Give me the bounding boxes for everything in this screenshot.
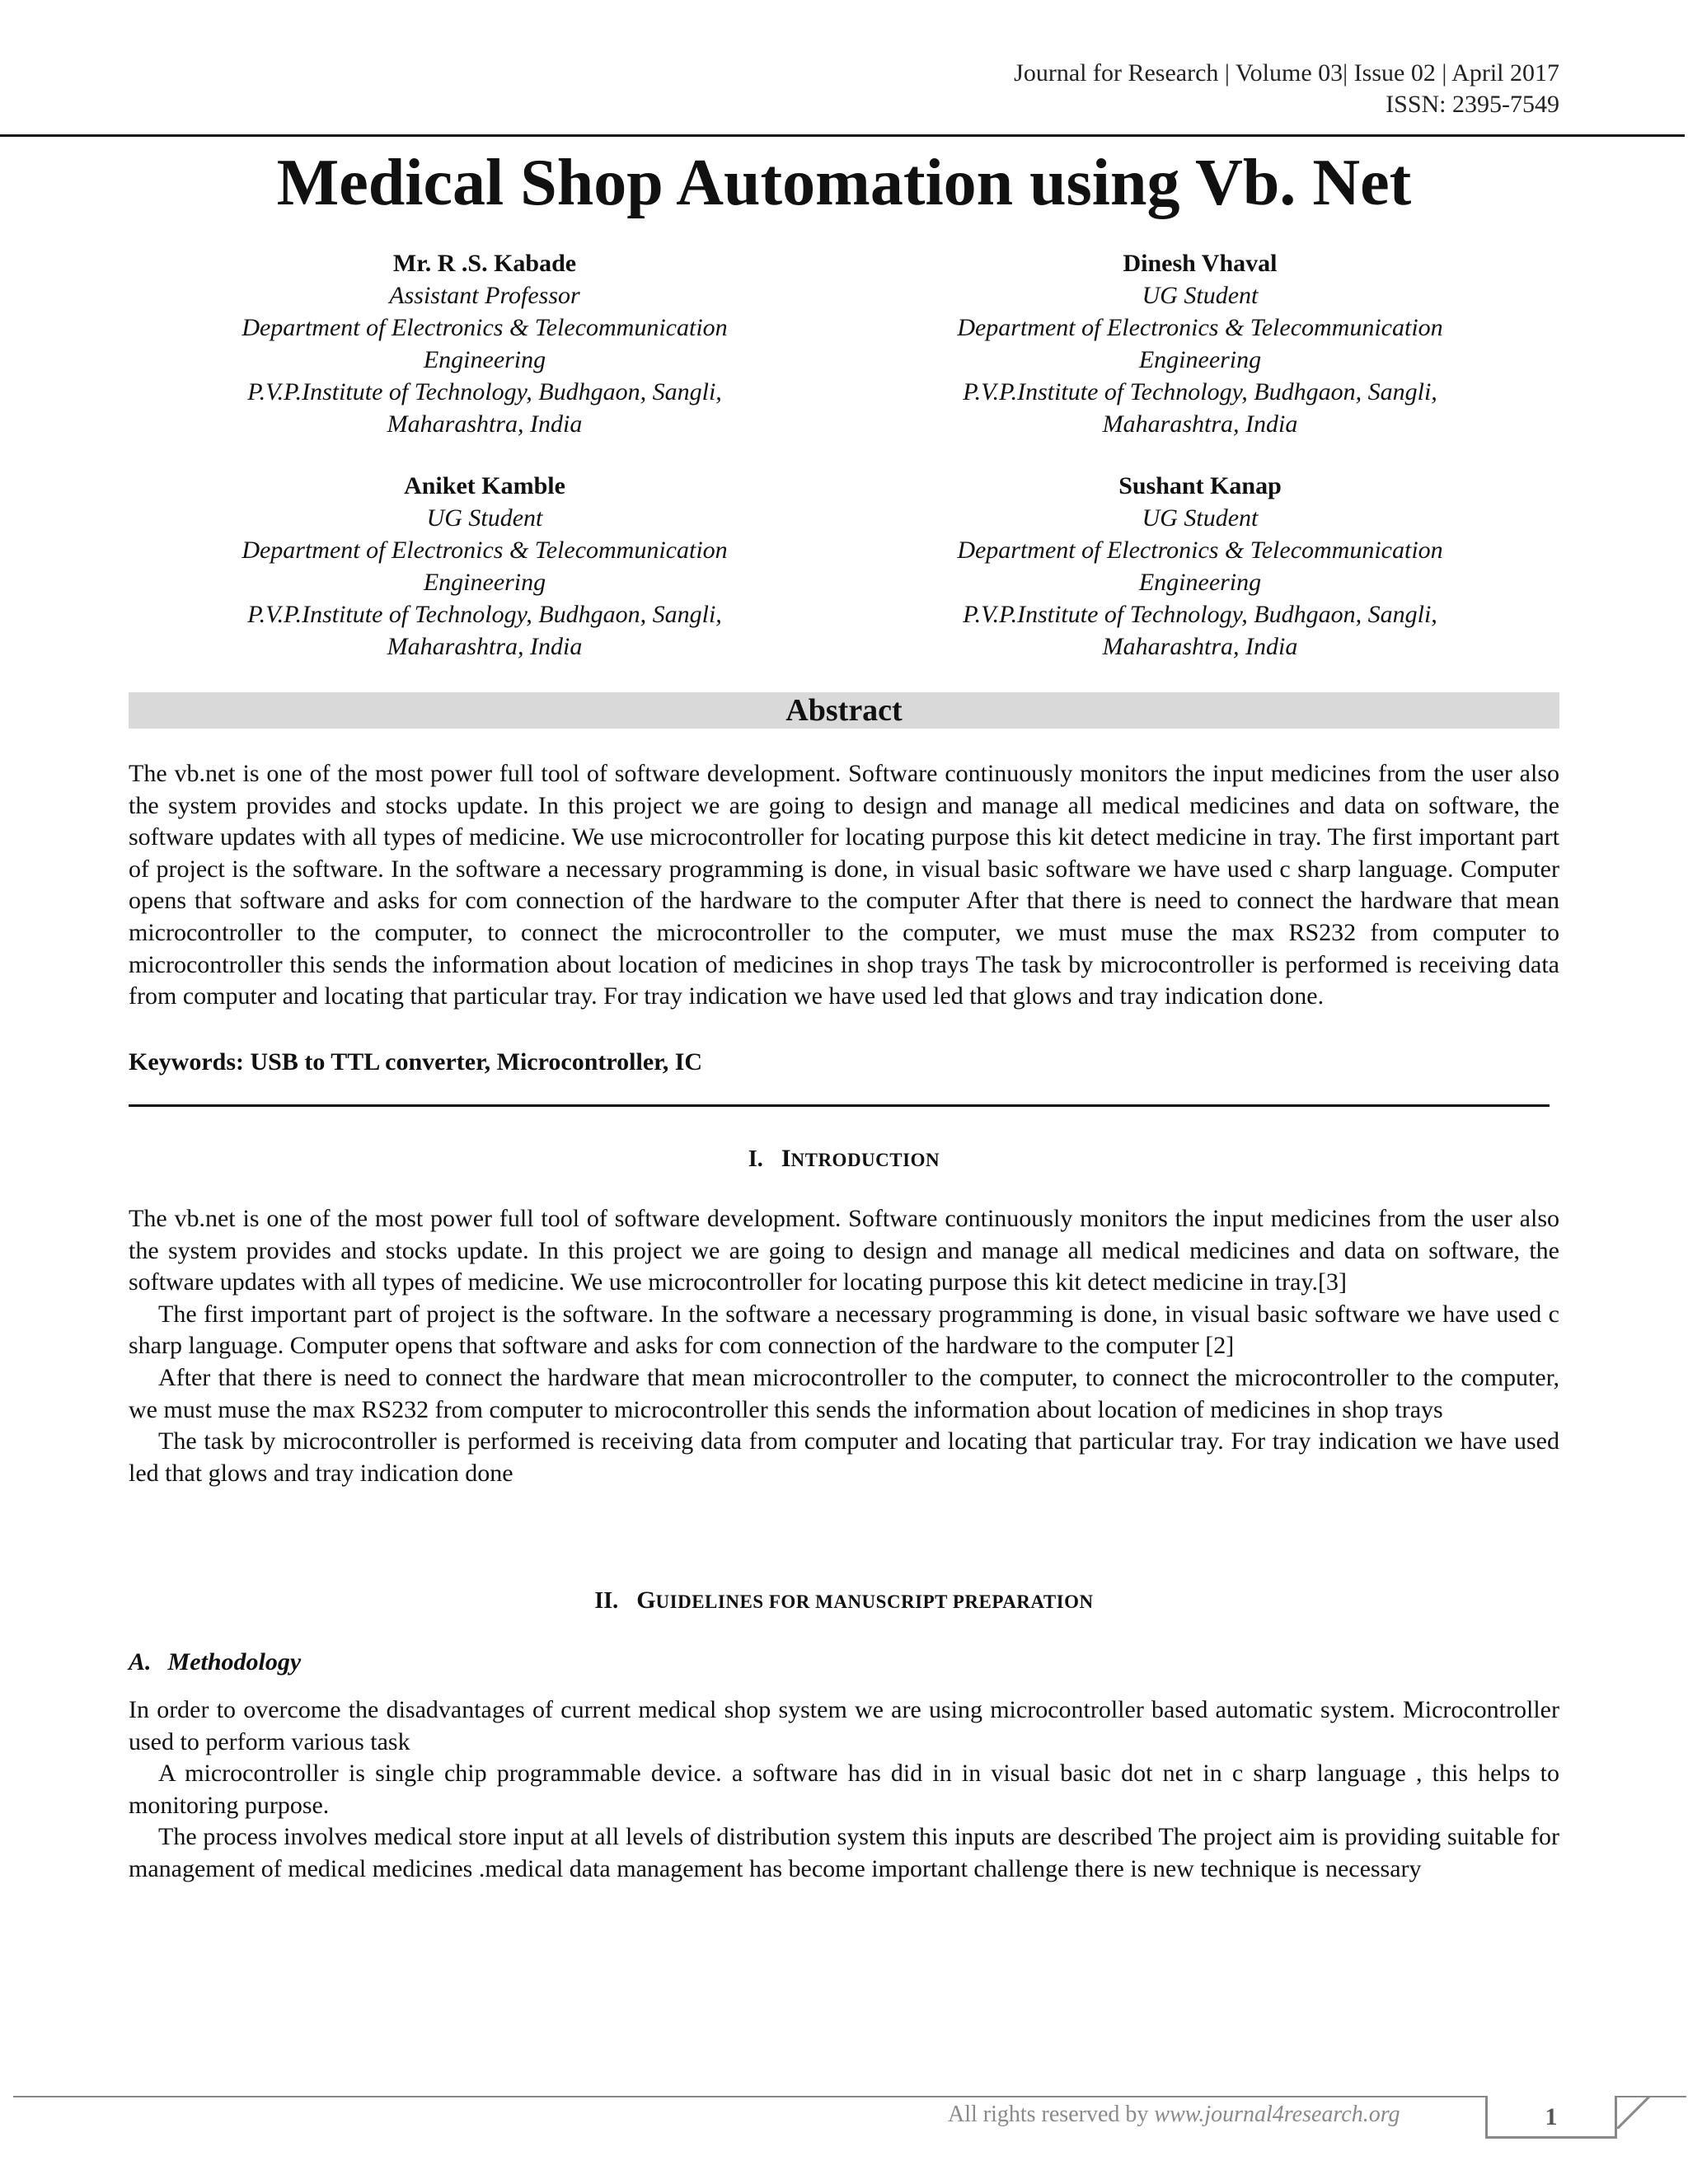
author-institute: P.V.P.Institute of Technology, Budhgaon, Sangli, [963, 601, 1437, 628]
subsection-letter: A. [129, 1648, 152, 1675]
section-title-rest: NTRODUCTION [790, 1150, 940, 1170]
section-number: I. [748, 1146, 763, 1172]
rights-text: All rights reserved by [948, 2102, 1149, 2127]
author-block [171, 247, 798, 440]
subsection-heading-methodology [129, 1647, 301, 1678]
section-number: II. [594, 1588, 619, 1614]
author-role: UG Student [426, 504, 543, 532]
author-location: Maharashtra, India [1102, 633, 1298, 660]
paragraph: The vb.net is one of the most power full tool of software development. Software continuously monitors the input medicines from the user also the system provides and stocks update. In this project we are going to design and manage all medical medicines and data on software, the software updates with all types of medicine. We use microcontroller for locating purpose this kit detect medicine in tray.[3] [129, 1205, 1559, 1296]
section-title-initial: I [781, 1145, 791, 1172]
paragraph: The process involves medical store input at all levels of distribution system this inputs are described The project aim is providing suitable for management of medical medicines .medical data management has become important challenge there is new technique is necessary [129, 1823, 1559, 1882]
author-name: Dinesh Vhaval [1123, 250, 1278, 277]
author-dept: Department of Electronics & Telecommunication [957, 314, 1443, 341]
paragraph: The first important part of project is the software. In the software a necessary programming is done, in visual basic software we have used c sharp language. Computer opens that software and asks for com connection of the hardware to the computer [2] [129, 1300, 1559, 1360]
issn: ISSN: 2395-7549 [1386, 91, 1559, 118]
header-rule [0, 134, 1685, 137]
author-name: Mr. R .S. Kabade [392, 250, 577, 277]
section-heading-introduction [0, 1144, 1688, 1175]
journal-info: Journal for Research | Volume 03| Issue 02 | April 2017 [1014, 59, 1559, 87]
author-location: Maharashtra, India [387, 633, 583, 660]
methodology-body [129, 1694, 1559, 1886]
abstract-body [129, 758, 1559, 1013]
paragraph: In order to overcome the disadvantages of current medical shop system we are using microcontroller based automatic system. Microcontroller used to perform various task [129, 1696, 1559, 1755]
paper-title: Medical Shop Automation using Vb. Net [276, 147, 1412, 219]
author-institute: P.V.P.Institute of Technology, Budhgaon, Sangli, [963, 378, 1437, 405]
subsection-title: Methodology [167, 1648, 302, 1675]
author-institute: P.V.P.Institute of Technology, Budhgaon, Sangli, [247, 601, 722, 628]
author-dept: Department of Electronics & Telecommunication [241, 314, 728, 341]
author-dept: Department of Electronics & Telecommunication [241, 537, 728, 564]
section-separator [129, 1104, 1550, 1107]
author-role: UG Student [1142, 282, 1259, 309]
author-block [887, 470, 1513, 663]
author-role: UG Student [1142, 504, 1259, 532]
footer-corner-mark [1617, 2096, 1650, 2129]
footer-rule [13, 2096, 1485, 2097]
footer-rights [948, 2100, 1400, 2130]
introduction-body [129, 1203, 1559, 1489]
author-dept-cont: Engineering [423, 346, 546, 373]
section-heading-guidelines [0, 1586, 1688, 1617]
author-dept: Department of Electronics & Telecommunication [957, 537, 1443, 564]
page-number: 1 [1485, 2096, 1617, 2139]
paragraph: A microcontroller is single chip programmable device. a software has did in in visual basic dot net in c sharp language , this helps to monitoring purpose. [129, 1760, 1559, 1819]
journal-url-link[interactable]: www.journal4research.org [1154, 2102, 1400, 2127]
paragraph: The task by microcontroller is performed is receiving data from computer and locating that particular tray. For tray indication we have used led that glows and tray indication done [129, 1427, 1559, 1487]
author-dept-cont: Engineering [1138, 346, 1262, 373]
abstract-paragraph: The vb.net is one of the most power full tool of software development. Software continuously monitors the input medicines from the user also the system provides and stocks update. In this project we are going to design and manage all medical medicines and data on software, the software updates with all types of medicine. We use microcontroller for locating purpose this kit detect medicine in tray. The first important part of project is the software. In the software a necessary programming is done, in visual basic software we have used c sharp language. Computer opens that software and asks for com connection of the hardware to the computer After that there is need to connect the hardware that mean microcontroller to the computer, to connect the microcontroller to the computer, we must muse the max RS232 from computer to microcontroller this sends the information about location of medicines in shop trays The task by microcontroller is performed is receiving data from computer and locating that particular tray. For tray indication we have used led that glows and tray indication done. [129, 760, 1559, 1010]
abstract-heading: Abstract [129, 692, 1559, 729]
author-institute: P.V.P.Institute of Technology, Budhgaon, Sangli, [247, 378, 722, 405]
author-block [887, 247, 1513, 440]
author-block [171, 470, 798, 663]
author-dept-cont: Engineering [1138, 569, 1262, 596]
section-title-rest: UIDELINES FOR MANUSCRIPT PREPARATION [655, 1591, 1094, 1612]
author-name: Sushant Kanap [1118, 472, 1282, 499]
section-title-initial: G [636, 1586, 656, 1614]
author-location: Maharashtra, India [1102, 410, 1298, 438]
paragraph: After that there is need to connect the hardware that mean microcontroller to the computer, to connect the microcontroller to the computer, we must muse the max RS232 from computer to microcontroller this sends the information about location of medicines in shop trays [129, 1363, 1559, 1423]
author-dept-cont: Engineering [423, 569, 546, 596]
author-role: Assistant Professor [389, 282, 580, 309]
keywords: Keywords: USB to TTL converter, Microcontroller, IC [129, 1048, 703, 1076]
author-name: Aniket Kamble [404, 472, 565, 499]
author-location: Maharashtra, India [387, 410, 583, 438]
